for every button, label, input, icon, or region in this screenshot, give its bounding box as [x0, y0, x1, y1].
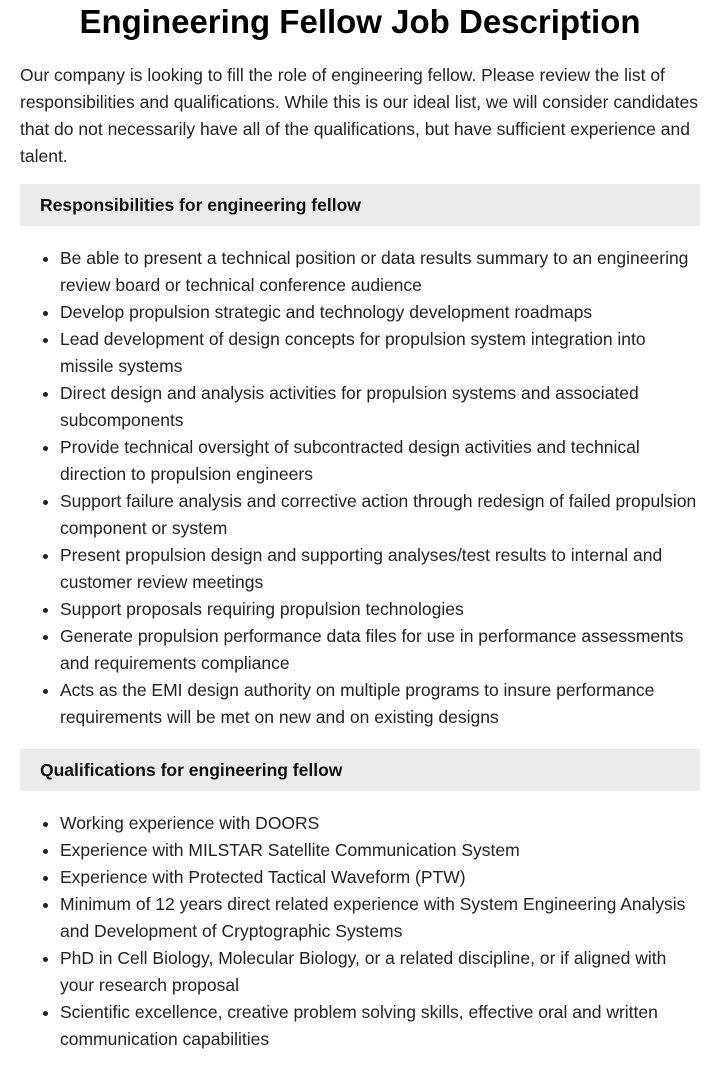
responsibilities-list: [20, 245, 700, 731]
intro-paragraph: Our company is looking to fill the role of engineering fellow. Please review the list of responsibilities and qualifications. While this is our ideal list, we will consider candidates that do not necessarily have all of the qualifications, but have sufficient experience and talent.: [20, 65, 698, 166]
qualifications-list: [20, 810, 700, 1053]
list-item: • PhD in Cell Biology, Molecular Biology, or a related discipline, or if aligned with your research proposal: [60, 945, 700, 999]
responsibilities-heading: Responsibilities for engineering fellow: [20, 184, 700, 226]
qualifications-heading: Qualifications for engineering fellow: [20, 749, 700, 791]
list-item: • Acts as the EMI design authority on multiple programs to insure performance requirements will be met on new and on existing designs: [60, 677, 700, 731]
list-item: • Provide technical oversight of subcontracted design activities and technical direction to propulsion engineers: [60, 434, 700, 488]
list-item: • Support proposals requiring propulsion technologies: [60, 596, 700, 623]
list-item: • Direct design and analysis activities for propulsion systems and associated subcomponents: [60, 380, 700, 434]
list-item: • Minimum of 12 years direct related experience with System Engineering Analysis and Development of Cryptographic Systems: [60, 891, 700, 945]
list-item: • Generate propulsion performance data files for use in performance assessments and requirements compliance: [60, 623, 700, 677]
list-item: • Lead development of design concepts for propulsion system integration into missile systems: [60, 326, 700, 380]
list-item: • Develop propulsion strategic and technology development roadmaps: [60, 299, 700, 326]
list-item: • Experience with MILSTAR Satellite Communication System: [60, 837, 700, 864]
page-title: Engineering Fellow Job Description: [79, 3, 641, 40]
list-item: • Support failure analysis and corrective action through redesign of failed propulsion component or system: [60, 488, 700, 542]
list-item: • Be able to present a technical position or data results summary to an engineering review board or technical conference audience: [60, 245, 700, 299]
list-item: • Experience with Protected Tactical Waveform (PTW): [60, 864, 700, 891]
list-item: • Working experience with DOORS: [60, 810, 700, 837]
list-item: • Scientific excellence, creative problem solving skills, effective oral and written communication capabilities: [60, 999, 700, 1053]
list-item: • Present propulsion design and supporting analyses/test results to internal and customer review meetings: [60, 542, 700, 596]
